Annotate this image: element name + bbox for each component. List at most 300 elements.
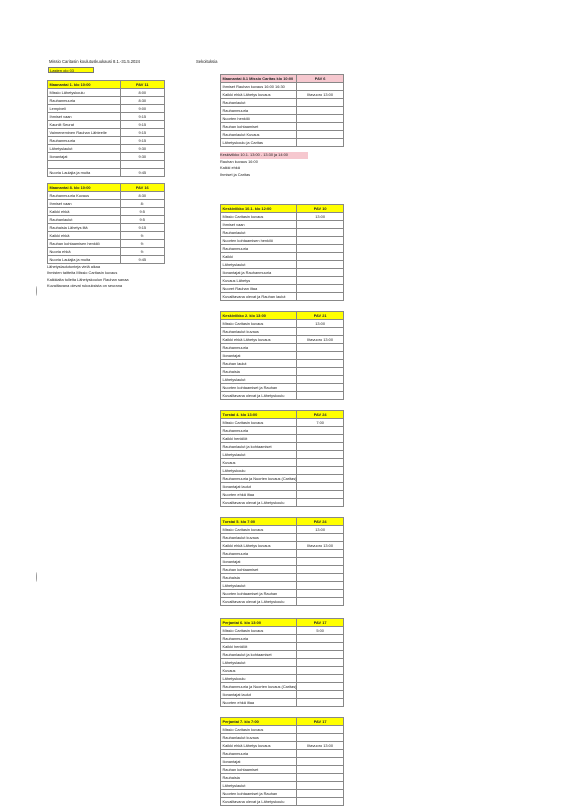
activity-cell: Kaikki ehkä Lähetys kuvaus bbox=[221, 742, 297, 750]
time-cell: Iltavuoro 13:00 bbox=[297, 91, 344, 99]
time-cell: 9:45 bbox=[120, 255, 164, 263]
table-row bbox=[221, 451, 344, 459]
room-code: PAV 24 bbox=[297, 518, 344, 526]
activity-cell: Lähetyslaulut bbox=[221, 782, 297, 790]
time-cell: Iltavuoro 13:00 bbox=[297, 336, 344, 344]
table-row bbox=[221, 83, 344, 91]
table-row bbox=[221, 659, 344, 667]
activity-cell: Kuvaus bbox=[221, 667, 297, 675]
activity-cell: Kuvailtavana olevat ja Lähetyskoulu bbox=[221, 392, 297, 400]
schedule-table bbox=[47, 183, 165, 264]
time-cell bbox=[297, 574, 344, 582]
table-row bbox=[48, 231, 165, 239]
time-cell: 13:00 bbox=[297, 320, 344, 328]
time-cell bbox=[297, 352, 344, 360]
time-cell bbox=[297, 221, 344, 229]
activity-cell: Kaikki ehkä Lähetys kuvaus bbox=[221, 336, 297, 344]
table-row bbox=[48, 137, 165, 145]
table-row bbox=[221, 245, 344, 253]
activity-cell: Lähetyskoulu bbox=[221, 675, 297, 683]
time-cell: 13:00 bbox=[297, 213, 344, 221]
table-row bbox=[221, 542, 344, 550]
schedule-table bbox=[220, 204, 344, 301]
right-schedule-table-6 bbox=[220, 717, 344, 806]
table-row bbox=[48, 97, 165, 105]
table-row bbox=[221, 459, 344, 467]
activity-cell: Rauhaisia bbox=[221, 368, 297, 376]
activity-cell: Rauhan kohtaamiset bbox=[221, 566, 297, 574]
activity-cell: Ilonantajat bbox=[221, 758, 297, 766]
notes-line: Ihmiset ja Caritas bbox=[220, 171, 251, 177]
table-row bbox=[221, 344, 344, 352]
time-cell bbox=[297, 491, 344, 499]
table-note: Kaikkialta tulleita Lähetyskoulun Rauhan sanaa bbox=[47, 276, 129, 282]
table-header-row bbox=[221, 205, 344, 213]
table-row bbox=[221, 499, 344, 507]
time-cell: 13:00 bbox=[297, 526, 344, 534]
activity-cell: Nuorten kohtaamiset ja Rauhan bbox=[221, 790, 297, 798]
right-schedule-table-1 bbox=[220, 204, 344, 301]
table-row bbox=[221, 699, 344, 707]
table-row bbox=[221, 750, 344, 758]
table-row bbox=[48, 191, 165, 199]
schedule-table bbox=[47, 80, 165, 177]
activity-cell: Missio Caritasin kuvaus bbox=[221, 213, 297, 221]
day-heading: Torstai 5. klo 7:00 bbox=[221, 518, 297, 526]
time-cell bbox=[297, 368, 344, 376]
table-row bbox=[221, 467, 344, 475]
activity-cell: Rauhanmuuria bbox=[48, 137, 121, 145]
time-cell bbox=[297, 253, 344, 261]
table-row bbox=[221, 229, 344, 237]
day-heading: Maanantai 8. klo 10:00 bbox=[48, 183, 121, 191]
table-row bbox=[221, 675, 344, 683]
activity-cell: Rauhanmuuria bbox=[221, 107, 297, 115]
table-row bbox=[221, 435, 344, 443]
time-cell bbox=[297, 699, 344, 707]
activity-cell: Nuoret Rauhan iltaa bbox=[221, 285, 297, 293]
table-note: Kuvailtavana olevat rukouksista on seurana bbox=[47, 283, 123, 289]
left-schedule-table-1 bbox=[47, 183, 165, 290]
activity-cell: Lähetyslaulut bbox=[221, 261, 297, 269]
schedule-table bbox=[220, 74, 344, 147]
activity-cell: Missio Caritasin kuvaus bbox=[221, 419, 297, 427]
table-row bbox=[221, 598, 344, 606]
activity-cell: Ilonantajat bbox=[221, 558, 297, 566]
time-cell bbox=[297, 467, 344, 475]
left-schedule-table-0 bbox=[47, 80, 165, 177]
table-row bbox=[221, 635, 344, 643]
right-schedule-table-2 bbox=[220, 311, 344, 400]
time-cell bbox=[297, 451, 344, 459]
activity-cell: Rauhan kohtaamiset bbox=[221, 123, 297, 131]
time-cell bbox=[297, 435, 344, 443]
table-row bbox=[48, 199, 165, 207]
table-note: Lähetyslaulutunteja vielä aikaa bbox=[47, 263, 100, 269]
notes-line: Kaikki ehkä bbox=[220, 165, 240, 170]
activity-cell: Rauhanmuuria bbox=[221, 550, 297, 558]
time-cell: 9: bbox=[120, 231, 164, 239]
table-row bbox=[221, 782, 344, 790]
time-cell: 9:15 bbox=[120, 113, 164, 121]
time-cell bbox=[297, 590, 344, 598]
table-row bbox=[221, 491, 344, 499]
activity-cell: Rauhanlaulut kuvaus bbox=[221, 328, 297, 336]
room-code: PAV 21 bbox=[297, 312, 344, 320]
room-code: PAV 24 bbox=[297, 411, 344, 419]
activity-cell: Rauhanlaulut kuvaus bbox=[221, 734, 297, 742]
time-cell: 9:15 bbox=[120, 121, 164, 129]
table-row bbox=[221, 582, 344, 590]
activity-cell: Missio Lähetyskoulu bbox=[48, 89, 121, 97]
time-cell: 8:00 bbox=[120, 89, 164, 97]
room-code: PAV 6 bbox=[297, 75, 344, 83]
activity-cell: Ilonantajat ja Rauhanmuuria bbox=[221, 269, 297, 277]
activity-cell: Kuvaus Lähetys bbox=[221, 277, 297, 285]
schedule-table bbox=[220, 618, 344, 707]
table-row bbox=[221, 99, 344, 107]
table-row bbox=[48, 255, 165, 263]
time-cell bbox=[297, 766, 344, 774]
table-row bbox=[48, 89, 165, 97]
activity-cell: Kaikki ehkä bbox=[48, 231, 121, 239]
activity-cell: Lähetyslaulut bbox=[221, 451, 297, 459]
activity-cell: Ihmiset Rauhan kuvaus 16:00 16:30 bbox=[221, 83, 297, 91]
day-heading: Torstai 4. klo 13:00 bbox=[221, 411, 297, 419]
time-cell: 9:45 bbox=[120, 168, 164, 176]
table-row bbox=[221, 131, 344, 139]
activity-cell: Kuvailtavana olevat ja Lähetyskoulu bbox=[221, 499, 297, 507]
table-row bbox=[221, 277, 344, 285]
activity-cell: Nuoria Laulajia ja muita bbox=[48, 168, 121, 176]
time-cell bbox=[297, 683, 344, 691]
time-cell: 9:15 bbox=[120, 137, 164, 145]
time-cell bbox=[297, 774, 344, 782]
schedule-table bbox=[220, 717, 344, 806]
table-row bbox=[48, 207, 165, 215]
time-cell bbox=[297, 427, 344, 435]
activity-cell: Lähetyslaulut bbox=[221, 376, 297, 384]
time-cell bbox=[297, 790, 344, 798]
time-cell bbox=[297, 392, 344, 400]
table-row bbox=[48, 153, 165, 161]
table-row bbox=[221, 526, 344, 534]
right-schedule-table-5 bbox=[220, 618, 344, 707]
time-cell bbox=[297, 659, 344, 667]
table-row bbox=[48, 161, 165, 169]
schedule-table bbox=[220, 517, 344, 606]
time-cell bbox=[297, 667, 344, 675]
activity-cell: Nuoria Laulajia ja muita bbox=[48, 255, 121, 263]
table-row bbox=[48, 105, 165, 113]
table-row bbox=[221, 734, 344, 742]
time-cell bbox=[297, 229, 344, 237]
table-row bbox=[221, 328, 344, 336]
right-schedule-table-4 bbox=[220, 517, 344, 606]
day-heading: Perjantai 7. klo 7:00 bbox=[221, 718, 297, 726]
activity-cell: Ihmiset vaan bbox=[221, 221, 297, 229]
table-row bbox=[221, 392, 344, 400]
table-row bbox=[48, 129, 165, 137]
activity-cell: Rauhanmuuria Kuvaus bbox=[48, 191, 121, 199]
activity-cell: Rauhaisia bbox=[221, 574, 297, 582]
table-header-row bbox=[221, 75, 344, 83]
table-row bbox=[221, 742, 344, 750]
table-row bbox=[221, 790, 344, 798]
time-cell: 9:5 bbox=[120, 215, 164, 223]
table-row bbox=[221, 574, 344, 582]
time-cell bbox=[297, 758, 344, 766]
time-cell bbox=[297, 459, 344, 467]
table-row bbox=[221, 221, 344, 229]
table-header-row bbox=[221, 411, 344, 419]
activity-cell: Rauhanlaulut bbox=[221, 99, 297, 107]
table-row bbox=[221, 123, 344, 131]
activity-cell: Kuvailtavana olevat ja Rauhan laulut bbox=[221, 293, 297, 301]
activity-cell: Rauhanmuuria bbox=[221, 344, 297, 352]
activity-cell: Missio Caritasin kuvaus bbox=[221, 526, 297, 534]
page-edge-mark bbox=[36, 572, 38, 582]
activity-cell: Rauhanmuuria bbox=[48, 97, 121, 105]
table-row bbox=[48, 121, 165, 129]
time-cell bbox=[297, 237, 344, 245]
time-cell bbox=[297, 245, 344, 253]
activity-cell bbox=[48, 161, 121, 169]
time-cell bbox=[297, 360, 344, 368]
table-row bbox=[221, 139, 344, 147]
right-schedule-table-3 bbox=[220, 410, 344, 507]
table-row bbox=[221, 798, 344, 806]
time-cell bbox=[297, 376, 344, 384]
time-cell bbox=[297, 83, 344, 91]
time-cell bbox=[297, 499, 344, 507]
time-cell bbox=[297, 675, 344, 683]
activity-cell: Rauhanmuuria bbox=[221, 750, 297, 758]
activity-cell: Nuorten kohtaamisen henkilö bbox=[221, 237, 297, 245]
activity-cell: Rauhanmuuria bbox=[221, 245, 297, 253]
table-row bbox=[221, 320, 344, 328]
table-row bbox=[221, 368, 344, 376]
table-row bbox=[221, 758, 344, 766]
activity-cell: Nuorten ehkä iltaa bbox=[221, 491, 297, 499]
time-cell: 9:5 bbox=[120, 207, 164, 215]
time-cell bbox=[297, 598, 344, 606]
activity-cell: Ilonantajat bbox=[48, 153, 121, 161]
page-title: Missio Caritasin koulutuskuukausi 8.1.-31.5.2024 bbox=[49, 59, 141, 64]
room-code: PAV 16 bbox=[120, 183, 164, 191]
activity-cell: Rauhan kohtaamisen henkilö bbox=[48, 239, 121, 247]
middle-notes bbox=[220, 152, 344, 178]
table-row bbox=[221, 352, 344, 360]
time-cell bbox=[297, 261, 344, 269]
activity-cell: Kaikki henkilöt bbox=[221, 435, 297, 443]
activity-cell: Lähetyskoulu bbox=[221, 467, 297, 475]
table-row bbox=[221, 475, 344, 483]
table-row bbox=[221, 534, 344, 542]
time-cell bbox=[297, 269, 344, 277]
time-cell bbox=[297, 328, 344, 336]
activity-cell: Rauhan kohtaamiset bbox=[221, 766, 297, 774]
day-heading: Maanantai 8.1 Missio Caritas klo 10:00 bbox=[221, 75, 297, 83]
table-row bbox=[221, 726, 344, 734]
activity-cell: Ihmiset vaan bbox=[48, 113, 121, 121]
day-heading: Perjantai 6. klo 13:00 bbox=[221, 619, 297, 627]
activity-cell: Rauhanmuuria ja Nuorten kuvaus (Caritas) bbox=[222, 684, 297, 689]
day-heading: Keskiviikko 10.1. klo 12:00 bbox=[221, 205, 297, 213]
activity-cell: Lähetyslaulut bbox=[221, 659, 297, 667]
table-header-row bbox=[48, 81, 165, 89]
table-row bbox=[221, 550, 344, 558]
activity-cell: Missio Caritasin kuvaus bbox=[221, 627, 297, 635]
table-row bbox=[221, 691, 344, 699]
time-cell bbox=[297, 475, 344, 483]
time-cell bbox=[297, 726, 344, 734]
activity-cell: Ilonantajat laulut bbox=[221, 483, 297, 491]
time-cell bbox=[297, 534, 344, 542]
activity-cell: Kuvailtavana olevat ja Lähetyskoulu bbox=[221, 798, 297, 806]
schedule-table bbox=[220, 410, 344, 507]
activity-cell: Nuorten kohtaamiset ja Rauhan bbox=[221, 384, 297, 392]
table-row bbox=[221, 427, 344, 435]
time-cell: 9:00 bbox=[120, 105, 164, 113]
time-cell: 8:30 bbox=[120, 97, 164, 105]
table-row bbox=[221, 683, 344, 691]
time-cell bbox=[297, 550, 344, 558]
table-row bbox=[48, 113, 165, 121]
time-cell bbox=[297, 131, 344, 139]
time-cell bbox=[297, 582, 344, 590]
time-cell bbox=[297, 384, 344, 392]
activity-cell: Rauhanlaulut ja kohtaamiset bbox=[221, 651, 297, 659]
table-row bbox=[221, 293, 344, 301]
table-row bbox=[221, 376, 344, 384]
time-cell bbox=[297, 750, 344, 758]
time-cell bbox=[297, 99, 344, 107]
activity-cell: Nuorten ehkä iltaa bbox=[221, 699, 297, 707]
page-subtitle: Sekoituksia bbox=[196, 59, 218, 64]
time-cell: 8:30 bbox=[120, 191, 164, 199]
table-row bbox=[48, 215, 165, 223]
activity-cell: Ilonantajat laulut bbox=[221, 691, 297, 699]
table-row bbox=[48, 145, 165, 153]
activity-cell: Rauhanlaulut Kuvaus bbox=[221, 131, 297, 139]
activity-cell: Kaikki henkilöt bbox=[221, 643, 297, 651]
activity-cell: Kaikki ehkä Lähetys kuvaus bbox=[221, 91, 297, 99]
table-row bbox=[221, 443, 344, 451]
activity-cell: Rauhanmuuria bbox=[221, 635, 297, 643]
table-row bbox=[221, 558, 344, 566]
table-header-row bbox=[221, 518, 344, 526]
table-row bbox=[221, 483, 344, 491]
table-header-row bbox=[221, 312, 344, 320]
activity-cell: Rauhaisia bbox=[221, 774, 297, 782]
activity-cell: Ihmiset vaan bbox=[48, 199, 121, 207]
schedule-table bbox=[220, 311, 344, 400]
room-code: PAV 11 bbox=[120, 81, 164, 89]
time-cell bbox=[297, 285, 344, 293]
activity-cell: Lähetyskoulu ja Caritas bbox=[221, 139, 297, 147]
activity-cell: Nuorten henkilö bbox=[221, 115, 297, 123]
table-row bbox=[221, 667, 344, 675]
activity-cell: Kauniit Seurat bbox=[48, 121, 121, 129]
time-cell bbox=[297, 443, 344, 451]
time-cell bbox=[297, 293, 344, 301]
table-row bbox=[221, 213, 344, 221]
notes-heading: Keskiviikko 10.1. 13:00 - 13:30 ja 14:00 bbox=[220, 152, 308, 159]
table-row bbox=[221, 253, 344, 261]
table-row bbox=[221, 336, 344, 344]
table-row bbox=[221, 766, 344, 774]
activity-cell: Lempiveli bbox=[48, 105, 121, 113]
day-heading: Maanantai 1. klo 10:00 bbox=[48, 81, 121, 89]
table-row bbox=[221, 269, 344, 277]
table-note: Ihmisten taitteita Missio Caritasin kuvaus bbox=[47, 270, 118, 276]
right-schedule-table-0 bbox=[220, 74, 344, 147]
time-cell: 9: bbox=[120, 239, 164, 247]
time-cell bbox=[297, 635, 344, 643]
table-row bbox=[48, 247, 165, 255]
table-header-row bbox=[221, 619, 344, 627]
activity-cell: Vaimeneminen Rauhan Lähteelle bbox=[48, 129, 121, 137]
activity-cell: Lähetyslaulut bbox=[48, 145, 121, 153]
activity-cell: Rauhanlaulut kuvaus bbox=[221, 534, 297, 542]
time-cell bbox=[297, 483, 344, 491]
time-cell: 5:00 bbox=[297, 627, 344, 635]
time-cell: 7:00 bbox=[297, 419, 344, 427]
table-row bbox=[221, 651, 344, 659]
activity-cell: Rauhaisia Lähetys iltä bbox=[48, 223, 121, 231]
table-row bbox=[48, 168, 165, 176]
time-cell bbox=[297, 734, 344, 742]
table-row bbox=[48, 223, 165, 231]
time-cell bbox=[297, 643, 344, 651]
table-row bbox=[221, 237, 344, 245]
activity-cell: Rauhanlaulut ja kohtaamiset bbox=[221, 443, 297, 451]
table-row bbox=[221, 774, 344, 782]
time-cell bbox=[297, 798, 344, 806]
time-cell: 9: bbox=[120, 247, 164, 255]
room-code: PAV 17 bbox=[297, 619, 344, 627]
table-row bbox=[221, 91, 344, 99]
time-cell bbox=[297, 566, 344, 574]
activity-cell: Rauhanlaulut bbox=[221, 229, 297, 237]
time-cell: 9:30 bbox=[120, 145, 164, 153]
time-cell bbox=[297, 344, 344, 352]
time-cell: Iltavuoro 13:00 bbox=[297, 542, 344, 550]
time-cell: 9:15 bbox=[120, 223, 164, 231]
table-row bbox=[221, 384, 344, 392]
room-code: PAV 17 bbox=[297, 718, 344, 726]
activity-cell: Rauhan laulut bbox=[221, 360, 297, 368]
time-cell bbox=[297, 691, 344, 699]
right-column bbox=[220, 74, 344, 806]
table-row bbox=[221, 566, 344, 574]
time-cell: 9:15 bbox=[120, 129, 164, 137]
time-cell: Iltavuoro 13:00 bbox=[297, 742, 344, 750]
page-edge-mark bbox=[36, 286, 38, 296]
activity-cell: Kaikki ehkä Lähetys kuvaus bbox=[221, 542, 297, 550]
table-row bbox=[221, 627, 344, 635]
activity-cell: Missio Caritasin kuvaus bbox=[221, 726, 297, 734]
activity-cell: Missio Caritasin kuvaus bbox=[221, 320, 297, 328]
time-cell: 8: bbox=[120, 199, 164, 207]
time-cell bbox=[297, 558, 344, 566]
notes-line: Rauhan kuvaus 16:00 bbox=[220, 158, 258, 164]
activity-cell: Kaikki bbox=[221, 253, 297, 261]
table-row bbox=[221, 360, 344, 368]
activity-cell: Nuoria ehkä bbox=[48, 247, 121, 255]
activity-cell: Kuvaus bbox=[221, 459, 297, 467]
